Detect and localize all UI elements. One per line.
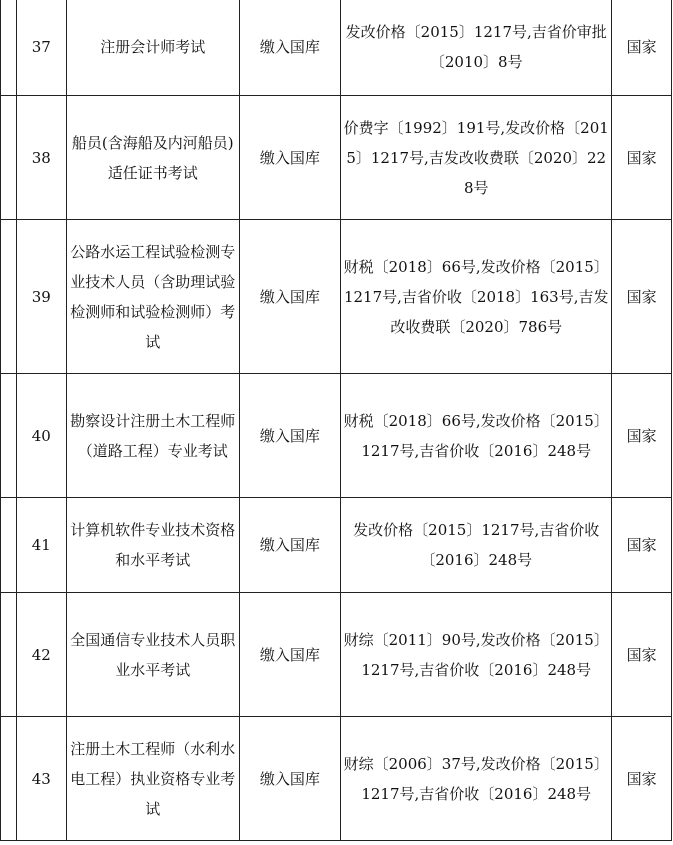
table-row bbox=[1, 593, 672, 717]
collection-mode: 缴入国库 bbox=[239, 220, 341, 374]
exam-name: 注册会计师考试 bbox=[66, 0, 239, 96]
approval-level: 国家 bbox=[612, 717, 672, 841]
blank-cell bbox=[1, 374, 17, 498]
exam-name: 全国通信专业技术人员职业水平考试 bbox=[66, 593, 239, 717]
approval-level: 国家 bbox=[612, 220, 672, 374]
collection-mode: 缴入国库 bbox=[239, 717, 341, 841]
row-number: 38 bbox=[16, 96, 66, 220]
table-row bbox=[1, 498, 672, 593]
row-number: 41 bbox=[16, 498, 66, 593]
table-row bbox=[1, 220, 672, 374]
approval-level: 国家 bbox=[612, 593, 672, 717]
exam-name: 注册土木工程师（水利水电工程）执业资格专业考试 bbox=[66, 717, 239, 841]
table-row bbox=[1, 0, 672, 96]
blank-cell bbox=[1, 593, 17, 717]
row-number: 43 bbox=[16, 717, 66, 841]
row-number: 40 bbox=[16, 374, 66, 498]
collection-mode: 缴入国库 bbox=[239, 593, 341, 717]
row-number: 39 bbox=[16, 220, 66, 374]
row-number: 42 bbox=[16, 593, 66, 717]
exam-name: 勘察设计注册土木工程师（道路工程）专业考试 bbox=[66, 374, 239, 498]
table-row bbox=[1, 717, 672, 841]
approval-level: 国家 bbox=[612, 498, 672, 593]
basis-document: 发改价格〔2015〕1217号,吉省价收〔2016〕248号 bbox=[341, 498, 612, 593]
approval-level: 国家 bbox=[612, 0, 672, 96]
basis-document: 价费字〔1992〕191号,发改价格〔2015〕1217号,吉发改收费联〔2020〕228号 bbox=[341, 96, 612, 220]
collection-mode: 缴入国库 bbox=[239, 0, 341, 96]
table-row bbox=[1, 96, 672, 220]
approval-level: 国家 bbox=[612, 374, 672, 498]
row-number: 37 bbox=[16, 0, 66, 96]
collection-mode: 缴入国库 bbox=[239, 374, 341, 498]
blank-cell bbox=[1, 0, 17, 96]
table-row bbox=[1, 374, 672, 498]
exam-name: 公路水运工程试验检测专业技术人员（含助理试验检测师和试验检测师）考试 bbox=[66, 220, 239, 374]
collection-mode: 缴入国库 bbox=[239, 96, 341, 220]
basis-document: 发改价格〔2015〕1217号,吉省价审批〔2010〕8号 bbox=[341, 0, 612, 96]
basis-document: 财综〔2006〕37号,发改价格〔2015〕1217号,吉省价收〔2016〕248号 bbox=[341, 717, 612, 841]
exam-name: 计算机软件专业技术资格和水平考试 bbox=[66, 498, 239, 593]
blank-cell bbox=[1, 96, 17, 220]
basis-document: 财税〔2018〕66号,发改价格〔2015〕1217号,吉省价收〔2016〕248号 bbox=[341, 374, 612, 498]
collection-mode: 缴入国库 bbox=[239, 498, 341, 593]
approval-level: 国家 bbox=[612, 96, 672, 220]
basis-document: 财综〔2011〕90号,发改价格〔2015〕1217号,吉省价收〔2016〕248号 bbox=[341, 593, 612, 717]
basis-document: 财税〔2018〕66号,发改价格〔2015〕1217号,吉省价收〔2018〕163号,吉发改收费联〔2020〕786号 bbox=[341, 220, 612, 374]
blank-cell bbox=[1, 717, 17, 841]
blank-cell bbox=[1, 220, 17, 374]
exam-name: 船员(含海船及内河船员)适任证书考试 bbox=[66, 96, 239, 220]
blank-cell bbox=[1, 498, 17, 593]
